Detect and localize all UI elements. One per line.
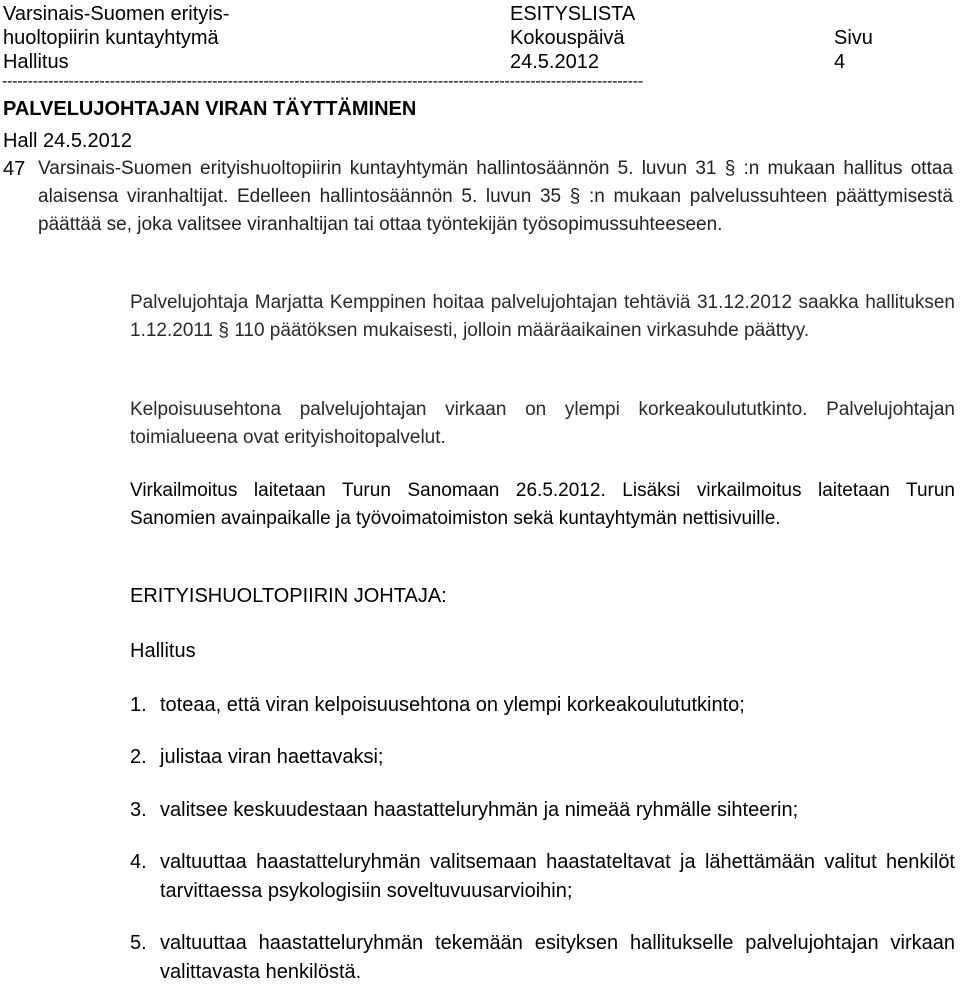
- org-name-line2: huoltopiirin kuntayhtymä: [3, 27, 219, 49]
- list-item-text: toteaa, että viran kelpoisuusehtona on ylempi korkeakoulututkinto;: [160, 694, 745, 716]
- list-item: [130, 743, 955, 772]
- list-item-number: 2.: [130, 746, 147, 768]
- page-label: Sivu: [834, 27, 873, 49]
- list-item: [130, 848, 955, 906]
- paragraph-announcement: Virkailmoitus laitetaan Turun Sanomaan 26.5.2012. Lisäksi virkailmoitus laitetaan Turun Sanomien avainpaikalle ja työvoimatoimiston sekä kuntayhtymän nettisivuille.: [130, 480, 955, 529]
- list-item-text: valtuuttaa haastatteluryhmän tekemään esityksen hallitukselle palvelujohtajan virkaan valittavasta henkilöstä.: [160, 932, 955, 983]
- paragraph-current-director: Palvelujohtaja Marjatta Kemppinen hoitaa palvelujohtajan tehtäviä 31.12.2012 saakka hallituksen 1.12.2011 § 110 päätöksen mukaisesti, jolloin määräaikainen virkasuhde päättyy.: [130, 292, 955, 341]
- proposal-subject: Hallitus: [130, 640, 196, 662]
- meeting-date: 24.5.2012: [510, 51, 599, 73]
- paragraph-qualification: Kelpoisuusehtona palvelujohtajan virkaan on ylempi korkeakoulututkinto. Palvelujohtajan toimialueena ovat erityishoitopalvelut.: [130, 399, 955, 448]
- doc-type: ESITYSLISTA: [510, 3, 636, 25]
- list-item-number: 4.: [130, 851, 147, 873]
- list-item: [130, 929, 955, 987]
- list-item-text: valtuuttaa haastatteluryhmän valitsemaan haastateltavat ja lähettämään valitut henkilöt tarvittaessa psykologisiin soveltuvuusarvioihin;: [160, 851, 955, 902]
- intro-paragraph: Varsinais-Suomen erityishuoltopiirin kuntayhtymän hallintosäännön 5. luvun 31 § :n mukaan hallitus ottaa alaisensa viranhaltijat. Edelleen hallintosäännön 5. luvun 35 § :n mukaan palvelussuhteen päättymisestä päättää se, joka valitsee viranhaltijan tai ottaa työntekijän työsopimussuhteeseen.: [38, 158, 953, 235]
- list-item-number: 1.: [130, 694, 147, 716]
- section-number: 47: [3, 158, 26, 180]
- meeting-date-label: Kokouspäivä: [510, 27, 625, 49]
- list-item: [130, 691, 955, 720]
- list-item-number: 3.: [130, 799, 147, 821]
- list-item-text: julistaa viran haettavaksi;: [160, 746, 384, 768]
- meeting-reference: Hall 24.5.2012: [3, 130, 132, 152]
- list-item-text: valitsee keskuudestaan haastatteluryhmän ja nimeää ryhmälle sihteerin;: [160, 799, 799, 821]
- proposal-heading: ERITYISHUOLTOPIIRIN JOHTAJA:: [130, 585, 447, 607]
- list-item: [130, 796, 955, 825]
- list-item-number: 5.: [130, 932, 147, 954]
- org-name-line1: Varsinais-Suomen erityis-: [3, 3, 230, 25]
- page-title: PALVELUJOHTAJAN VIRAN TÄYTTÄMINEN: [3, 98, 417, 120]
- org-body-name: Hallitus: [3, 51, 69, 73]
- header-separator: -----------------------------------------------------------------------------------------------------------------------------: [2, 73, 644, 90]
- page-number: 4: [834, 51, 846, 73]
